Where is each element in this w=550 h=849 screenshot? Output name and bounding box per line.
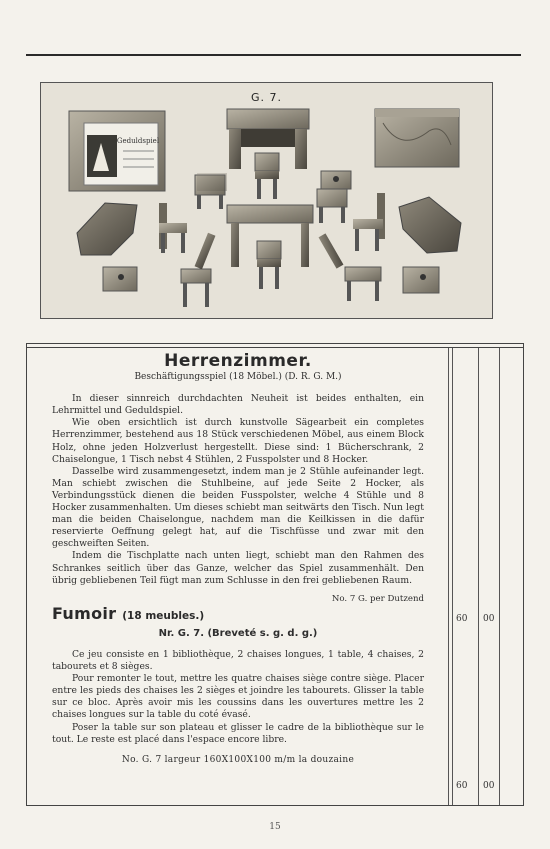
stool-icon [345,267,381,301]
chair-icon [257,241,281,289]
wooden-stick-icon [195,233,216,269]
herrenzimmer-paragraph: Dasselbe wird zusammengesetzt, indem man je 2 Stühle aufeinander legt. Man schiebt zwischen die Stuhlbeine, auf jede Seite 2 Hocker, als Verbindungsstück dienen die beiden Fusspolster, welche 4 Stühle und 8 Hocker zusammenhalten. Um dieses schiebt man seitwärts den Tisch. Nun legt man die beiden Chaiselongue, nachdem man die Keilkissen in die dafür reservierte Oeffnung gelegt hat, auf die Tischfüsse und zwar mit den geschweiften Seiten. [52,465,424,550]
herrenzimmer-title: Herrenzimmer. [164,351,312,371]
fumoir-paragraph: Ce jeu consiste en 1 bibliothèque, 2 chaises longues, 1 table, 4 chaises, 2 tabourets et 8 sièges. [52,648,424,673]
herrenzimmer-paragraph: In dieser sinnreich durchdachten Neuheit ist beides enthalten, ein Lehrmittel und Geduldspiel. [52,393,424,417]
chair-icon [353,193,385,251]
fumoir-title-count: (18 meubles.) [122,609,205,622]
herrenzimmer-paragraph: Wie oben ersichtlich ist durch kunstvolle Sägearbeit ein completes Herrenzimmer, bestehend aus 18 Stück verschiedenen Möbel, aus einem Block Holz, ohne jeden Holzverlust hergestellt. Diese sind: 1 Bücherschrank, 2 Chaiselongue, 1 Tisch nebst 4 Stühlen, 2 Fusspolster und 8 Hocker. [52,417,424,465]
chaise-longue-left-icon [77,203,137,255]
photo-caption: G. 7. [250,91,282,104]
footstool-icon [403,267,439,293]
chaise-longue-right-icon [399,197,461,253]
herrenzimmer-price-main: 60 [456,614,468,624]
footstool-icon [197,173,227,191]
column-divider [448,348,449,805]
herrenzimmer-price-cents: 00 [483,614,495,624]
fumoir-paragraph: Poser la table sur son plateau et glisser le cadre de la bibliothèque sur le tout. Le reste est placé dans l'espace encore libre. [52,721,424,745]
svg-text:Geduldspiel: Geduldspiel [116,137,160,145]
fumoir-subtitle: Nr. G. 7. (Breveté s. g. d. g.) [158,627,318,639]
page-number: 15 [269,822,281,832]
footstool-icon [103,267,137,291]
footstool-icon [321,171,351,189]
game-box-icon [69,111,165,191]
wooden-stick-icon [319,233,344,268]
fumoir-title-main: Fumoir [52,603,117,623]
herrenzimmer-paragraph: Indem die Tischplatte nach unten liegt, schiebt man den Rahmen des Schrankes seitlich über das Ganze, welcher das Spiel zusammenhält. Den übrig gebliebenen Teil fügt man zum Schlusse in den frei gebliebenen Raum. [52,550,424,586]
fumoir-order-line: No. G. 7 largeur 160X100X100 m/m la douzaine [121,754,355,765]
column-divider [478,348,479,805]
fumoir-price-main: 60 [456,781,468,791]
stool-icon [181,269,211,307]
wooden-furniture-illustration [41,83,492,318]
column-divider [452,348,453,805]
chair-icon [255,153,279,199]
fumoir-price-cents: 00 [483,781,495,791]
fumoir-paragraph: Pour remonter le tout, mettre les quatre chaises siège contre siège. Placer entre les pieds des chaises les 2 sièges et joindre les tabourets. Glisser la table sur ce bloc. Après avoir mis les coussins dans les ouvertures mettre les 2 chaises longues sur la table du coté évasé. [52,673,424,721]
stool-icon [317,189,347,223]
chair-icon [159,203,187,253]
product-photo [40,82,493,319]
description-column [52,348,424,766]
herrenzimmer-subtitle: Beschäftigungsspiel (18 Möbel.) (D. R. G. M.) [134,372,342,383]
cabinet-block-icon [375,109,459,167]
herrenzimmer-order-line: No. 7 G. per Dutzend [331,593,424,604]
top-rule [26,54,521,56]
column-divider [499,348,500,805]
fumoir-title [52,603,424,623]
